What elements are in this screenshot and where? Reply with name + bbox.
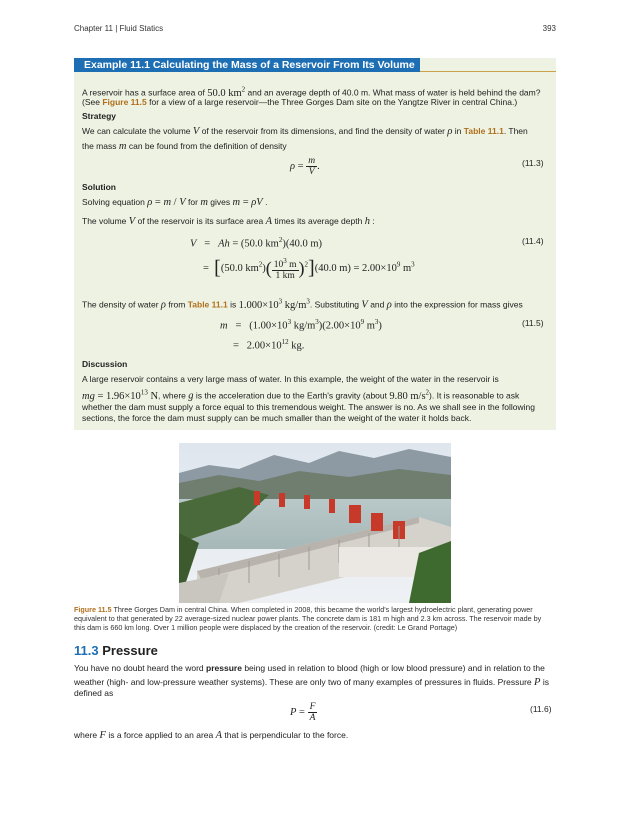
solution-line-1: Solving equation ρ = m / V for m gives m = ρV . (82, 197, 268, 208)
page-number: 393 (542, 24, 556, 33)
figure-caption: Figure 11.5 Three Gorges Dam in central China. When completed in 2008, this became the world's largest hydroelectric plant, generating power equivalent to that generated by 22 average-sized nuclear power plants. The concrete dam is 181 m high and 2.3 km across. The reservoir made by this dam is 660 km long. Over 1 million people were displaced by the creation of the reservoir. (credit: Le Grand Portage) (74, 605, 542, 632)
section-paragraph-line-4: where F is a force applied to an area A that is perpendicular to the force. (74, 730, 349, 741)
equation-number: (11.6) (530, 704, 552, 714)
equation-11-5-line-2: = $2.00\times 10^{12}$ kg. (233, 338, 305, 352)
strategy-heading: Strategy (82, 111, 117, 121)
equation-11-3: ρ = $\frac{m}{V}$ . (290, 156, 320, 177)
section-heading: 11.3 Pressure (74, 643, 158, 658)
equation-11-6: P = $\frac{F}{A}$ (290, 702, 316, 723)
section-paragraph-line-1: You have no doubt heard the word pressure being used in relation to blood (high or low blood pressure) and in relation to the (74, 663, 545, 673)
volume-line: The volume V of the reservoir is its surface area A times its average depth h : (82, 216, 375, 227)
solution-heading: Solution (82, 182, 116, 192)
title-rule (420, 71, 556, 72)
equation-11-5-line-1: $m = (1.00\times 10^3$ $kg/m^3)(2.00\times 10^9$ $m^3$) (220, 318, 382, 332)
figure-link[interactable]: Figure 11.5 (102, 97, 147, 107)
strategy-line-1: We can calculate the volume V of the reservoir from its dimensions, and find the density of water ρ in Table 11.1. Then (82, 126, 528, 137)
discussion-line-4: sections, the force the dam must supply can be much smaller than the weight of the water it holds back. (82, 413, 472, 423)
equation-11-4-line-2: = [(50.0 $km^2$)( $\frac{10^3 m}{1 km}$ )$^2$](40.0 $m) = 2.00\times 10^9$ $m^3$ (203, 257, 415, 282)
section-paragraph-line-3: defined as (74, 688, 114, 698)
running-header: Chapter 11 | Fluid Statics (74, 24, 164, 33)
equation-number: (11.4) (522, 236, 544, 246)
discussion-line-1: A large reservoir contains a very large mass of water. In this example, the weight of the water in the reservoir is (82, 374, 499, 384)
equation-number: (11.3) (522, 158, 544, 168)
three-gorges-dam-photo (179, 443, 451, 603)
table-link[interactable]: Table 11.1 (187, 299, 228, 310)
strategy-line-2: the mass m can be found from the definition of density (82, 141, 287, 152)
discussion-line-2: mg = $1.96\times 10^{13}$ N, where g is the acceleration due to the Earth's gravity (about 9.80 $m/s^2$). It is reasonable to ask (82, 388, 520, 402)
equation-number: (11.5) (522, 318, 544, 328)
discussion-line-3: whether the dam must supply a force equal to this tremendous weight. The answer is no. As we shall see in the following (82, 402, 535, 412)
density-line: The density of water ρ from Table 11.1 is $1.000\times 10^3$ $kg/m^3$. Substituting V and ρ into the expression for mass gives (82, 297, 523, 311)
example-title: Example 11.1 Calculating the Mass of a Reservoir From Its Volume (74, 58, 420, 72)
discussion-heading: Discussion (82, 359, 128, 369)
figure-label: Figure 11.5 (74, 605, 112, 614)
table-link[interactable]: Table 11.1 (463, 126, 504, 136)
section-paragraph-line-2: weather (high- and low-pressure weather systems). These are only two of many examples of pressures in fluids. Pressure P is (74, 677, 549, 688)
intro-line-1: A reservoir has a surface area of 50.0 $km^2$ and an average depth of 40.0 m. What mass of water is held behind the dam? (82, 85, 541, 99)
intro-line-2: (See Figure 11.5 for a view of a large reservoir—the Three Gorges Dam site on the Yangtze River in central China.) (82, 97, 518, 107)
equation-11-4-line-1: V = Ah = (50.0 $km^2)(40.0$ m) (190, 236, 323, 250)
